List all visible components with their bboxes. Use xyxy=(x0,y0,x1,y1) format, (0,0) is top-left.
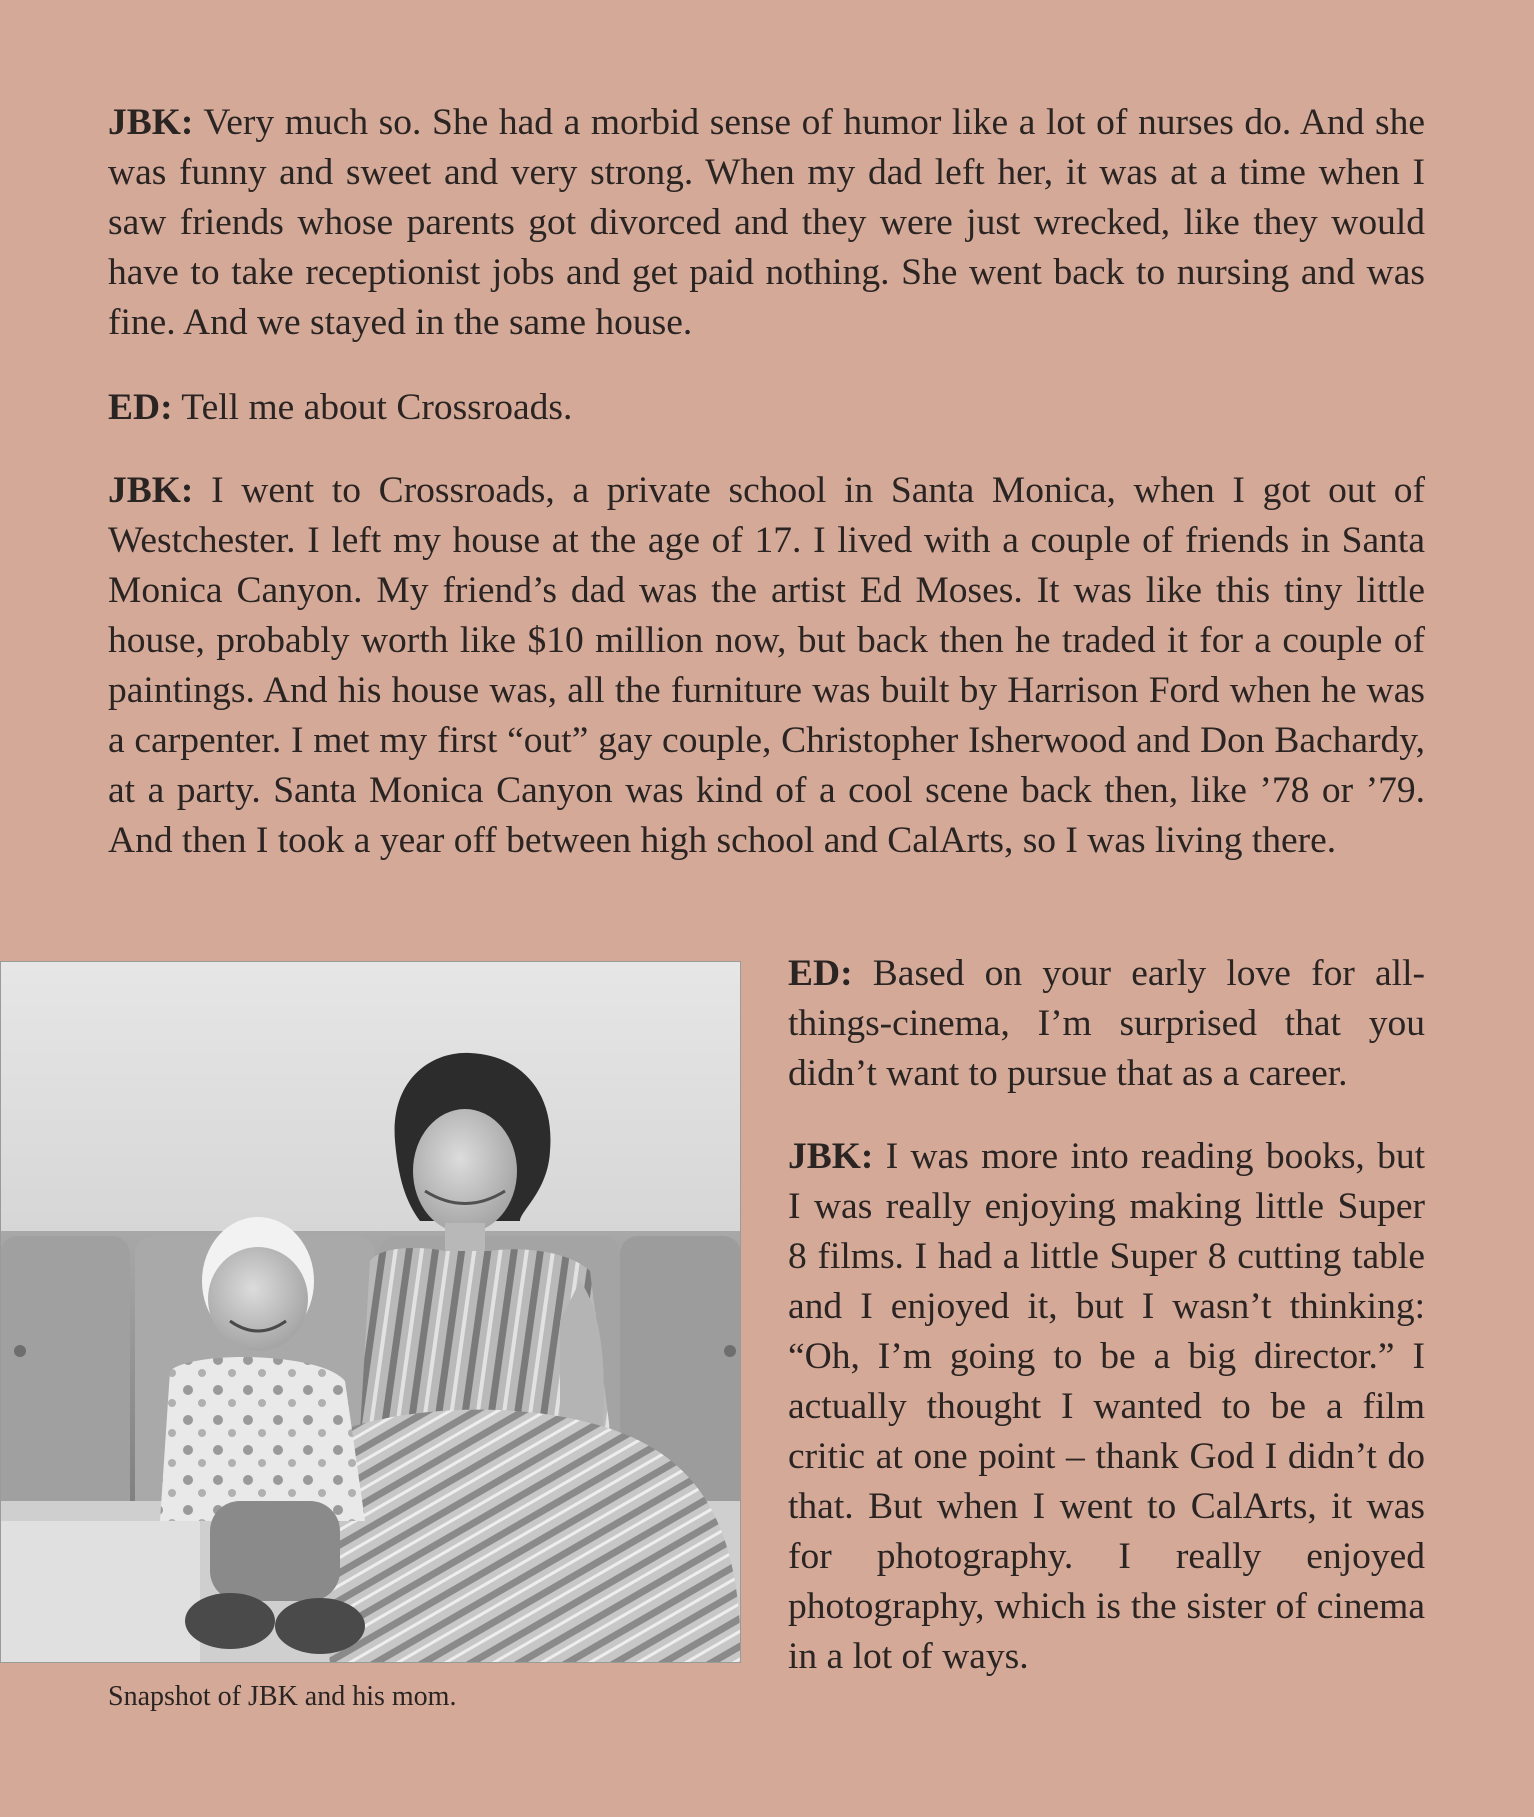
paragraph-3 xyxy=(108,466,1425,866)
speaker-label: ED: xyxy=(108,387,173,428)
paragraph-text: I was more into reading books, but I was really enjoying making little Super 8 films. I had a little Super 8 cutting table and I enjoyed it, but I wasn’t thinking: “Oh, I’m going to be a big director.” I actually thought I wanted to be a film critic at one point – thank God I didn’t do that. But when I went to CalArts, it was for photography. I really enjoyed photography, which is the sister of cinema in a lot of ways. xyxy=(788,1136,1426,1677)
speaker-label: ED: xyxy=(788,953,853,994)
photo-caption: Snapshot of JBK and his mom. xyxy=(108,1681,457,1712)
speaker-label: JBK: xyxy=(108,470,194,511)
paragraph-2 xyxy=(108,383,1425,433)
paragraph-text: Tell me about Crossroads. xyxy=(181,387,573,428)
snapshot-photo xyxy=(0,961,741,1663)
paragraph-text: Very much so. She had a morbid sense of humor like a lot of nurses do. And she was funny and sweet and very strong. When my dad left her, it was at a time when I saw friends whose parents got divorced and they were just wrecked, like they would have to take receptionist jobs and get paid nothing. She went back to nursing and was fine. And we stayed in the same house. xyxy=(108,102,1425,343)
paragraph-text: I went to Crossroads, a private school in Santa Monica, when I got out of Westchester. I left my house at the age of 17. I lived with a couple of friends in Santa Monica Canyon. My friend’s dad was the artist Ed Moses. It was like this tiny little house, probably worth like $10 million now, but back then he traded it for a couple of paintings. And his house was, all the furniture was built by Harrison Ford when he was a carpenter. I met my first “out” gay couple, Christopher Isherwood and Don Bachardy, at a party. Santa Monica Canyon was kind of a cool scene back then, like ’78 or ’79. And then I took a year off between high school and CalArts, so I was living there. xyxy=(108,470,1426,861)
speaker-label: JBK: xyxy=(108,102,194,143)
paragraph-5 xyxy=(788,1132,1425,1682)
paragraph-1 xyxy=(108,98,1425,348)
paragraph-text: Based on your early love for all-things-cinema, I’m surprised that you didn’t want to pursue that as a career. xyxy=(788,953,1425,1094)
photo-illustration xyxy=(0,961,741,1663)
paragraph-4 xyxy=(788,949,1425,1099)
speaker-label: JBK: xyxy=(788,1136,874,1177)
